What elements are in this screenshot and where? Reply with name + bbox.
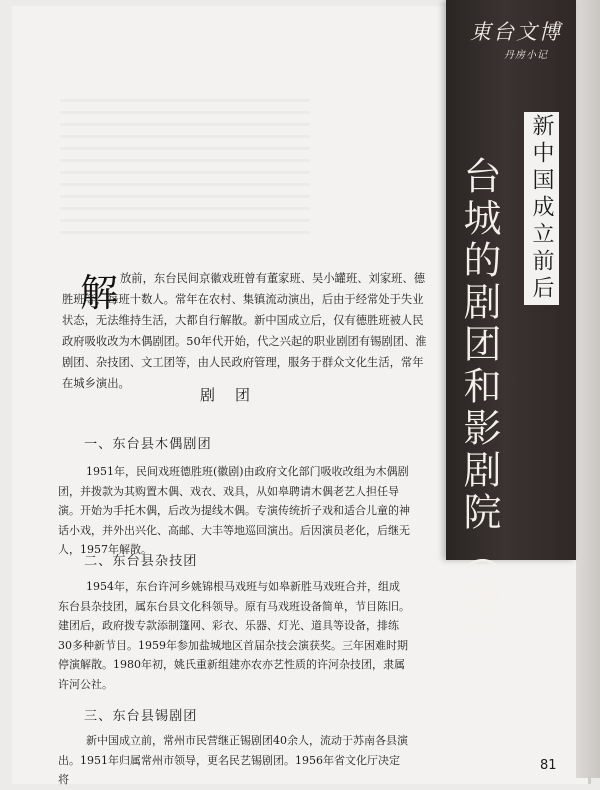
chapter-subtitle: 新中国成立前后 [524, 112, 559, 305]
page-edge [576, 0, 600, 778]
paragraph-xiju-troupe: 新中国成立前，常州市民营继正锡剧团40余人，流动于苏南各县演出。1951年归属常州市领导，更名民艺锡剧团。1956年省文化厅决定将 [58, 734, 408, 787]
subheading-puppet-troupe: 一、东台县木偶剧团 [84, 437, 212, 452]
show-through-text [60, 90, 310, 240]
chapter-title: 台城的剧团和影剧院（场） [457, 156, 501, 660]
intro-paragraph: 放前，东台民间京徽戏班曾有董家班、吴小罐班、刘家班、德胜班等，每班十数人。常年在农村、集镇流动演出，后由于经常处于失业状态，无法维持生活，大都自行解散。新中国成立后，仅有德胜班被人民政府吸收改为木偶剧团。50年代开始，代之兴起的职业剧团有锡剧团、淮剧团、杂技团、文工团等，由人民政府管理，服务于群众文化生活，常年在城乡演出。 [62, 272, 427, 390]
calligraphy-text: 東台文博 [470, 20, 562, 44]
calligraphy-signature: 丹房小记 [504, 50, 548, 61]
page-number: 81 [540, 758, 557, 773]
header-calligraphy [470, 16, 570, 66]
subheading-acrobatic-troupe: 二、东台县杂技团 [84, 554, 198, 569]
subheading-xiju-troupe: 三、东台县锡剧团 [84, 709, 198, 724]
drop-cap: 解 [80, 271, 119, 315]
paragraph-puppet-troupe: 1951年，民间戏班德胜班(徽剧)由政府文化部门吸收改组为木偶剧团，并拨款为其购置木偶、戏衣、戏具，从如皋聘请木偶老艺人担任导演。开始为手托木偶，后改为提线木偶。专演传统折子戏和适合儿童的神话小戏，并外出兴化、高邮、大丰等地巡回演出。后因演员老化，后继无人，1957年解散。 [58, 465, 410, 557]
section-heading: 剧团 [200, 386, 271, 404]
paragraph-acrobatic-troupe: 1954年，东台许河乡姚锦根马戏班与如皋新胜马戏班合并，组成东台县杂技团，属东台县文化科领导。原有马戏班设备简单，节目陈旧。建团后，政府拨专款添制篷网、彩衣、乐器、灯光、道具等设备，排练30多种新节目。1959年参加盐城地区首届杂技会演获奖。三年困难时期停演解散。1980年初，姚氏重新组建亦农亦艺性质的许河杂技团，隶属许河公社。 [58, 580, 410, 691]
